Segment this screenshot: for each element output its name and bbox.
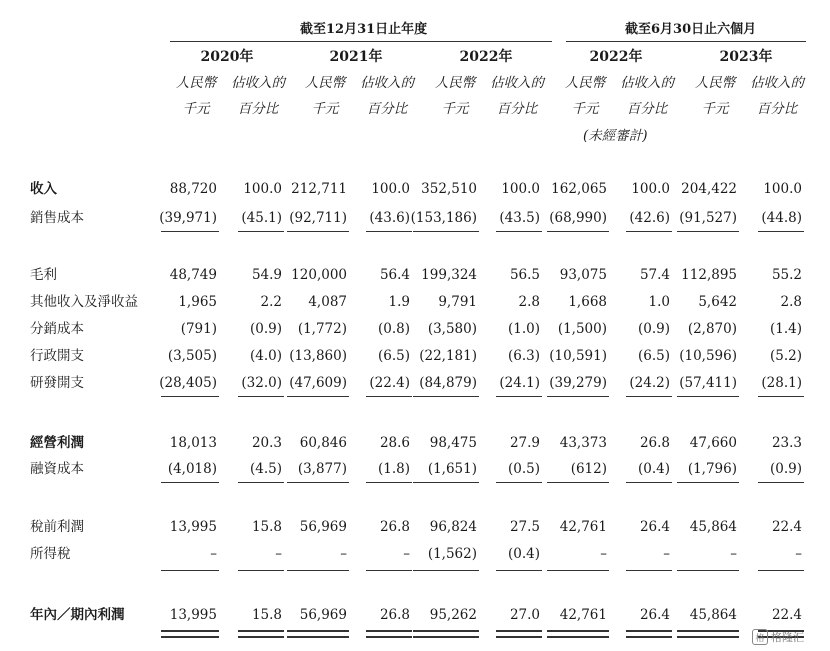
total-underline (547, 231, 609, 232)
table-cell: 100.0 (243, 181, 282, 197)
total-underline (413, 482, 479, 483)
table-cell: 100.0 (371, 181, 410, 197)
table-cell: (57,411) (679, 375, 737, 391)
total-underline (547, 570, 609, 571)
table-cell: (0.9) (249, 321, 282, 337)
col-header-pct-of-revenue: 佔收入的 (231, 75, 285, 91)
table-cell: 42,761 (559, 519, 607, 535)
table-cell: 120,000 (291, 267, 347, 283)
total-underline (287, 231, 349, 232)
table-cell: – (340, 546, 347, 562)
table-cell: 42,761 (559, 607, 607, 623)
table-cell: (45.1) (241, 210, 282, 226)
table-cell: (4.5) (249, 461, 282, 477)
year-header: 2023年 (719, 49, 773, 65)
table-cell: 54.9 (251, 267, 282, 283)
table-cell: (6.3) (507, 348, 540, 364)
double-underline (366, 630, 412, 632)
total-underline (287, 570, 349, 571)
table-cell: (92,711) (289, 210, 347, 226)
table-cell: 100.0 (763, 181, 802, 197)
table-cell: 23.3 (771, 435, 802, 451)
header-group-six-months: 截至6月30日止六個月 (625, 22, 757, 37)
year-header: 2022年 (589, 49, 643, 65)
total-underline (287, 396, 349, 397)
col-header-thousand: 千元 (311, 101, 339, 117)
table-cell: 5,642 (698, 294, 737, 310)
total-underline (496, 482, 542, 483)
table-cell: (0.8) (377, 321, 410, 337)
col-header-rmb: 人民幣 (175, 75, 217, 91)
table-cell: (10,596) (679, 348, 737, 364)
table-cell: (6.5) (377, 348, 410, 364)
col-header-percentage: 百分比 (366, 101, 408, 117)
table-cell: 27.5 (509, 519, 540, 535)
total-underline (758, 482, 804, 483)
table-cell: (28.1) (761, 375, 802, 391)
table-cell: 95,262 (429, 607, 477, 623)
col-header-pct-of-revenue: 佔收入的 (490, 75, 544, 91)
header-underline-six-months (566, 41, 806, 42)
table-cell: 48,749 (169, 267, 217, 283)
col-header-rmb: 人民幣 (304, 75, 346, 91)
watermark-logo-icon: 格 (752, 629, 768, 645)
total-underline (413, 396, 479, 397)
table-cell: 1.9 (388, 294, 410, 310)
table-cell: – (663, 546, 670, 562)
total-underline (758, 570, 804, 571)
double-underline (547, 630, 609, 632)
total-underline (161, 570, 219, 571)
col-header-pct-of-revenue: 佔收入的 (360, 75, 414, 91)
col-header-thousand: 千元 (182, 101, 210, 117)
double-underline (413, 636, 479, 638)
table-cell: – (600, 546, 607, 562)
total-underline (413, 231, 479, 232)
table-cell: 112,895 (681, 267, 737, 283)
row-label: 研發開支 (30, 375, 84, 391)
table-cell: 1,668 (568, 294, 607, 310)
table-cell: (0.4) (637, 461, 670, 477)
table-cell: (0.9) (637, 321, 670, 337)
table-cell: 26.8 (379, 607, 410, 623)
table-cell: (43.5) (499, 210, 540, 226)
total-underline (238, 482, 284, 483)
total-underline (758, 396, 804, 397)
table-cell: 20.3 (251, 435, 282, 451)
col-header-percentage: 百分比 (756, 101, 798, 117)
table-cell: – (403, 546, 410, 562)
double-underline (287, 636, 349, 638)
table-cell: (13,860) (289, 348, 347, 364)
total-underline (366, 231, 412, 232)
table-cell: (0.4) (507, 546, 540, 562)
table-cell: – (730, 546, 737, 562)
double-underline (161, 630, 219, 632)
table-cell: – (275, 546, 282, 562)
row-label: 年內／期內利潤 (30, 607, 125, 623)
table-cell: 18,013 (169, 435, 217, 451)
col-header-percentage: 百分比 (496, 101, 538, 117)
row-label: 所得稅 (30, 546, 71, 562)
year-header: 2021年 (329, 49, 383, 65)
total-underline (758, 231, 804, 232)
table-cell: 27.9 (509, 435, 540, 451)
table-cell: 100.0 (501, 181, 540, 197)
table-cell: (153,186) (410, 210, 477, 226)
table-cell: 55.2 (771, 267, 802, 283)
table-cell: 162,065 (551, 181, 607, 197)
col-header-percentage: 百分比 (626, 101, 668, 117)
table-cell: (0.9) (769, 461, 802, 477)
double-underline (366, 636, 412, 638)
table-cell: 13,995 (169, 607, 217, 623)
table-cell: 9,791 (438, 294, 477, 310)
table-cell: (1,651) (427, 461, 477, 477)
double-underline (496, 630, 542, 632)
table-cell: 45,864 (689, 519, 737, 535)
table-cell: 1.0 (648, 294, 670, 310)
total-underline (366, 482, 412, 483)
total-underline (626, 570, 672, 571)
total-underline (496, 570, 542, 571)
table-cell: (10,591) (549, 348, 607, 364)
table-cell: (22,181) (419, 348, 477, 364)
table-cell: (32.0) (241, 375, 282, 391)
table-cell: (1,500) (557, 321, 607, 337)
table-cell: (47,609) (289, 375, 347, 391)
total-underline (626, 396, 672, 397)
total-underline (626, 231, 672, 232)
table-cell: 56.4 (379, 267, 410, 283)
double-underline (626, 630, 672, 632)
table-cell: (42.6) (629, 210, 670, 226)
table-cell: 57.4 (639, 267, 670, 283)
table-cell: 15.8 (251, 607, 282, 623)
col-header-percentage: 百分比 (237, 101, 279, 117)
table-cell: 56.5 (509, 267, 540, 283)
col-header-rmb: 人民幣 (564, 75, 606, 91)
table-cell: (39,279) (549, 375, 607, 391)
col-header-thousand: 千元 (571, 101, 599, 117)
table-cell: (0.5) (507, 461, 540, 477)
table-cell: 56,969 (299, 519, 347, 535)
table-cell: 28.6 (379, 435, 410, 451)
table-cell: (1,562) (427, 546, 477, 562)
table-cell: (2,870) (687, 321, 737, 337)
watermark-text: 格隆汇 (771, 631, 804, 644)
double-underline (161, 636, 219, 638)
table-cell: 22.4 (771, 607, 802, 623)
table-cell: (1.4) (769, 321, 802, 337)
double-underline (626, 636, 672, 638)
table-cell: 199,324 (421, 267, 477, 283)
table-cell: (1.8) (377, 461, 410, 477)
table-cell: (4.0) (249, 348, 282, 364)
col-header-pct-of-revenue: 佔收入的 (750, 75, 804, 91)
table-cell: (4,018) (167, 461, 217, 477)
table-cell: (24.2) (629, 375, 670, 391)
table-cell: 1,965 (178, 294, 217, 310)
header-underline-year-end (170, 41, 552, 42)
total-underline (238, 396, 284, 397)
table-cell: (3,877) (297, 461, 347, 477)
table-cell: 100.0 (631, 181, 670, 197)
year-header: 2022年 (459, 49, 513, 65)
table-cell: (22.4) (369, 375, 410, 391)
table-cell: 2.2 (260, 294, 282, 310)
total-underline (287, 482, 349, 483)
table-cell: (28,405) (159, 375, 217, 391)
total-underline (238, 570, 284, 571)
table-cell: (791) (180, 321, 217, 337)
double-underline (413, 630, 479, 632)
table-cell: (39,971) (159, 210, 217, 226)
table-cell: (5.2) (769, 348, 802, 364)
table-cell: – (210, 546, 217, 562)
table-cell: (43.6) (369, 210, 410, 226)
table-cell: 13,995 (169, 519, 217, 535)
table-cell: 352,510 (421, 181, 477, 197)
col-header-pct-of-revenue: 佔收入的 (620, 75, 674, 91)
table-cell: – (795, 546, 802, 562)
table-cell: (3,505) (167, 348, 217, 364)
table-cell: (1,772) (297, 321, 347, 337)
table-cell: 2.8 (518, 294, 540, 310)
total-underline (677, 396, 739, 397)
col-header-rmb: 人民幣 (434, 75, 476, 91)
table-cell: (68,990) (549, 210, 607, 226)
watermark (752, 627, 826, 647)
table-cell: 212,711 (291, 181, 347, 197)
double-underline (287, 630, 349, 632)
double-underline (677, 630, 739, 632)
table-cell: (24.1) (499, 375, 540, 391)
table-cell: (91,527) (679, 210, 737, 226)
row-label: 融資成本 (30, 461, 84, 477)
total-underline (238, 231, 284, 232)
table-cell: 26.4 (639, 519, 670, 535)
row-label: 稅前利潤 (30, 519, 84, 535)
table-cell: 98,475 (429, 435, 477, 451)
total-underline (161, 231, 219, 232)
table-cell: (6.5) (637, 348, 670, 364)
total-underline (366, 570, 412, 571)
table-cell: (44.8) (761, 210, 802, 226)
table-cell: 45,864 (689, 607, 737, 623)
table-cell: 56,969 (299, 607, 347, 623)
col-header-rmb: 人民幣 (694, 75, 736, 91)
table-cell: (3,580) (427, 321, 477, 337)
col-header-thousand: 千元 (701, 101, 729, 117)
table-cell: 93,075 (559, 267, 607, 283)
row-label: 銷售成本 (30, 210, 84, 226)
table-cell: 26.8 (379, 519, 410, 535)
table-cell: 204,422 (681, 181, 737, 197)
total-underline (677, 482, 739, 483)
table-cell: (1.0) (507, 321, 540, 337)
table-cell: 2.8 (780, 294, 802, 310)
double-underline (677, 636, 739, 638)
total-underline (677, 570, 739, 571)
col-header-thousand: 千元 (441, 101, 469, 117)
total-underline (161, 396, 219, 397)
total-underline (496, 231, 542, 232)
total-underline (547, 482, 609, 483)
double-underline (496, 636, 542, 638)
table-cell: 43,373 (559, 435, 607, 451)
total-underline (677, 231, 739, 232)
total-underline (547, 396, 609, 397)
total-underline (366, 396, 412, 397)
table-cell: 15.8 (251, 519, 282, 535)
row-label: 毛利 (30, 267, 57, 283)
table-cell: 26.8 (639, 435, 670, 451)
row-label: 其他收入及淨收益 (30, 294, 138, 310)
table-cell: 22.4 (771, 519, 802, 535)
table-cell: 27.0 (509, 607, 540, 623)
table-cell: (1,796) (687, 461, 737, 477)
double-underline (238, 636, 284, 638)
table-cell: 60,846 (299, 435, 347, 451)
row-label: 收入 (30, 181, 57, 197)
table-cell: (84,879) (419, 375, 477, 391)
total-underline (626, 482, 672, 483)
table-cell: 26.4 (639, 607, 670, 623)
year-header: 2020年 (200, 49, 254, 65)
header-group-year-end: 截至12月31日止年度 (300, 22, 428, 37)
double-underline (238, 630, 284, 632)
total-underline (496, 396, 542, 397)
table-cell: 88,720 (169, 181, 217, 197)
total-underline (161, 482, 219, 483)
double-underline (547, 636, 609, 638)
unaudited-note: (未經審計) (583, 128, 648, 144)
table-cell: 4,087 (308, 294, 347, 310)
row-label: 行政開支 (30, 348, 84, 364)
row-label: 經營利潤 (30, 435, 84, 451)
total-underline (413, 570, 479, 571)
table-cell: 96,824 (429, 519, 477, 535)
table-cell: (612) (570, 461, 607, 477)
table-cell: 47,660 (689, 435, 737, 451)
row-label: 分銷成本 (30, 321, 84, 337)
